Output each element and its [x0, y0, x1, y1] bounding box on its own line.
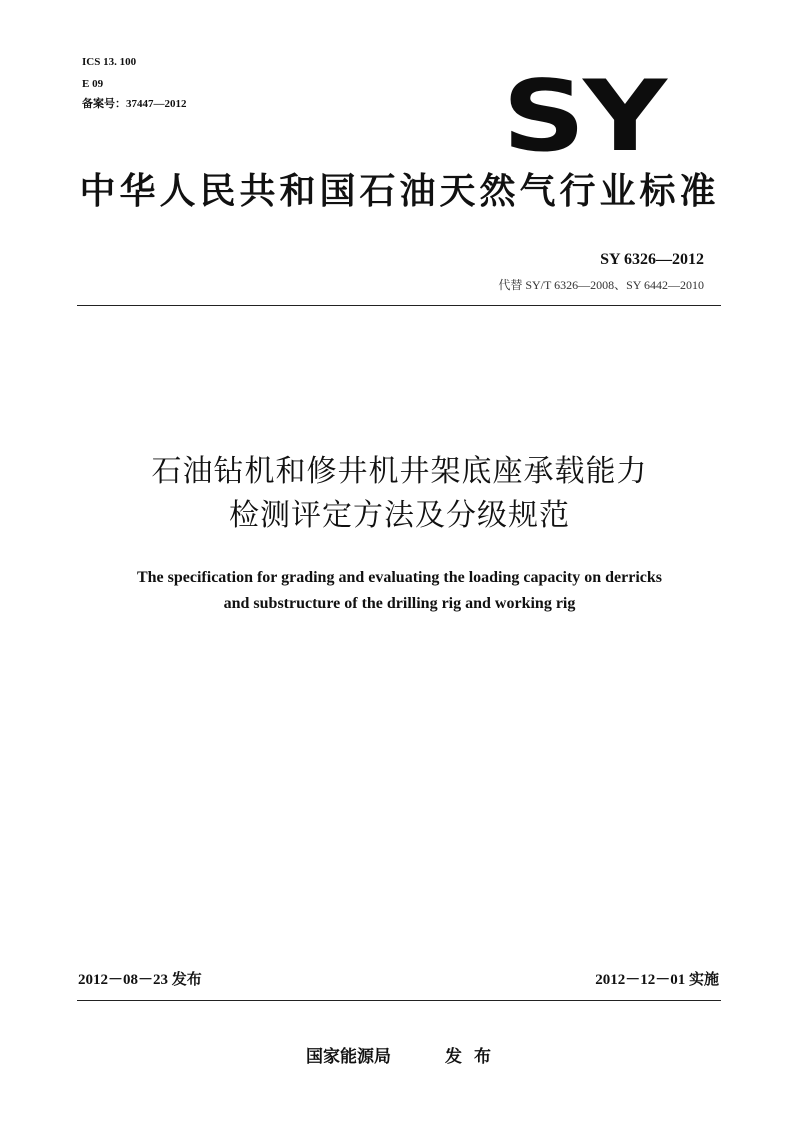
english-title-line-1: The specification for grading and evaluating the loading capacity on derricks: [136, 569, 663, 586]
replaces-standards: 代替 SY/T 6326—2008、SY 6442—2010: [498, 278, 704, 292]
record-number: 备案号：37447—2012: [82, 98, 187, 110]
publish-label: 发布: [445, 1047, 503, 1067]
top-divider: [77, 305, 721, 306]
publisher-name: 国家能源局: [306, 1047, 391, 1067]
ccs-code: E 09: [82, 78, 104, 90]
bottom-divider: [77, 1000, 721, 1001]
sy-logo: SY: [502, 60, 665, 174]
standard-category: 中华人民共和国石油天然气行业标准: [79, 171, 720, 212]
ics-code: ICS 13. 100: [82, 56, 137, 68]
issue-date: 2012－08－23 发布: [78, 972, 202, 988]
implementation-date: 2012－12－01 实施: [595, 972, 719, 988]
chinese-title-line-2: 检测评定方法及分级规范: [229, 498, 570, 533]
english-title-line-2: and substructure of the drilling rig and working rig: [223, 595, 576, 612]
standard-number: SY 6326—2012: [600, 251, 704, 268]
chinese-title-line-1: 石油钻机和修井机井架底座承载能力: [151, 454, 648, 489]
